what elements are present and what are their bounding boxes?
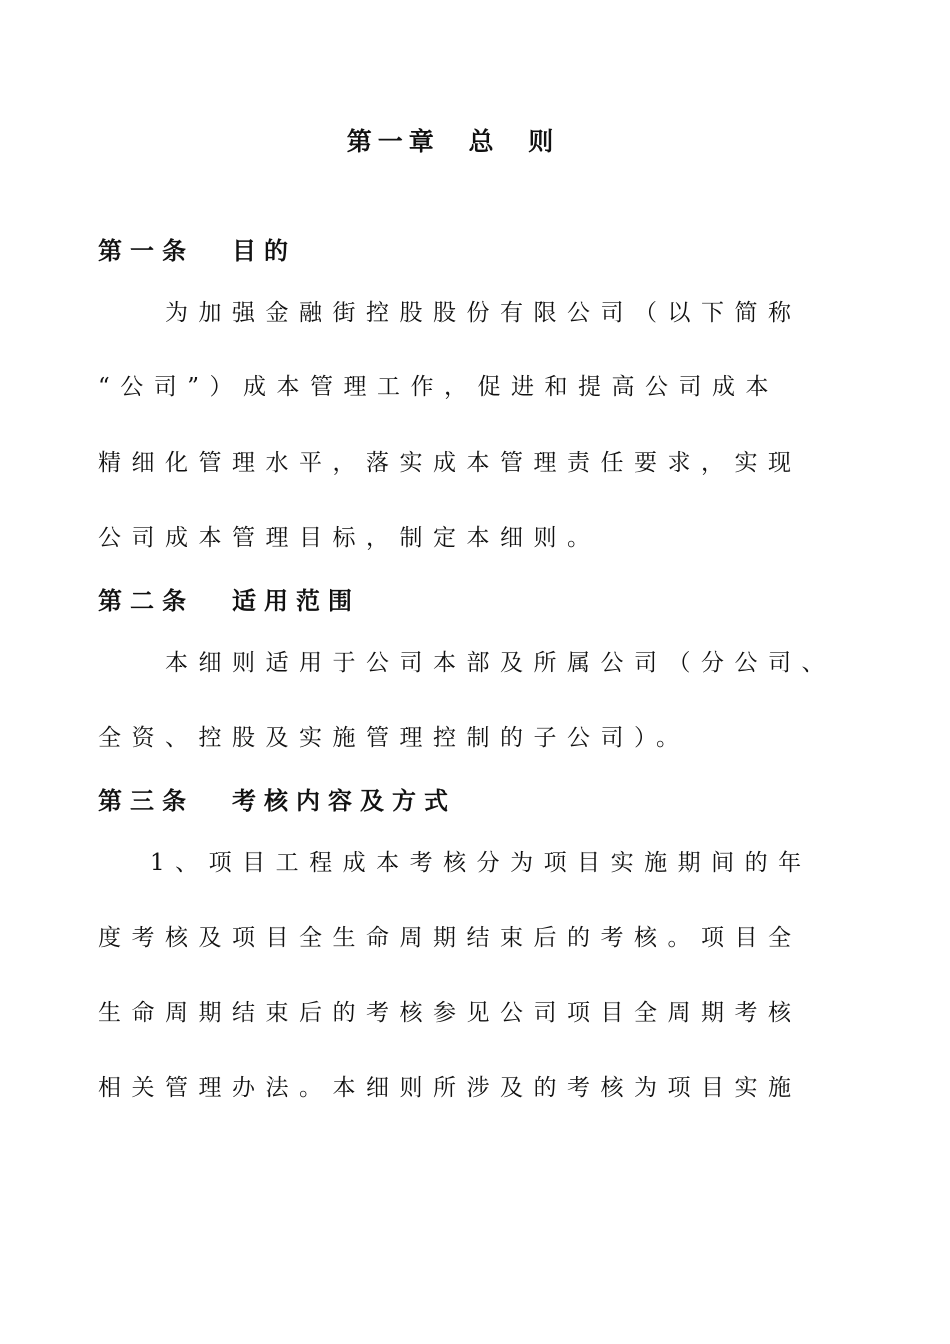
- article-2-name: 适用范围: [232, 586, 360, 615]
- article-1-line-2: “公司”）成本管理工作，促进和提高公司成本: [98, 374, 780, 400]
- article-3-line-3: 生命周期结束后的考核参见公司项目全周期考核: [98, 1000, 802, 1026]
- article-1-line-1: 为加强金融街控股股份有限公司（以下简称: [165, 300, 802, 326]
- article-2-heading: [98, 586, 360, 616]
- article-1-name: 目的: [232, 236, 296, 265]
- article-1-line-4: 公司成本管理目标，制定本细则。: [98, 525, 601, 551]
- article-3-name: 考核内容及方式: [232, 786, 456, 815]
- article-2-number: 第二条: [98, 586, 194, 615]
- article-2-line-1: 本细则适用于公司本部及所属公司（分公司、: [165, 650, 835, 676]
- article-3-line-1: 1、项目工程成本考核分为项目实施期间的年: [150, 850, 812, 876]
- article-1-heading: [98, 236, 296, 266]
- article-3-heading: [98, 786, 456, 816]
- article-1-line-3: 精细化管理水平，落实成本管理责任要求，实现: [98, 450, 802, 476]
- article-1-number: 第一条: [98, 236, 194, 265]
- article-2-line-2: 全资、控股及实施管理控制的子公司）。: [98, 725, 690, 751]
- article-3-line-4: 相关管理办法。本细则所涉及的考核为项目实施: [98, 1075, 802, 1101]
- chapter-title: 第一章 总 则: [346, 127, 560, 156]
- article-3-line-2: 度考核及项目全生命周期结束后的考核。项目全: [98, 925, 802, 951]
- article-3-number: 第三条: [98, 786, 194, 815]
